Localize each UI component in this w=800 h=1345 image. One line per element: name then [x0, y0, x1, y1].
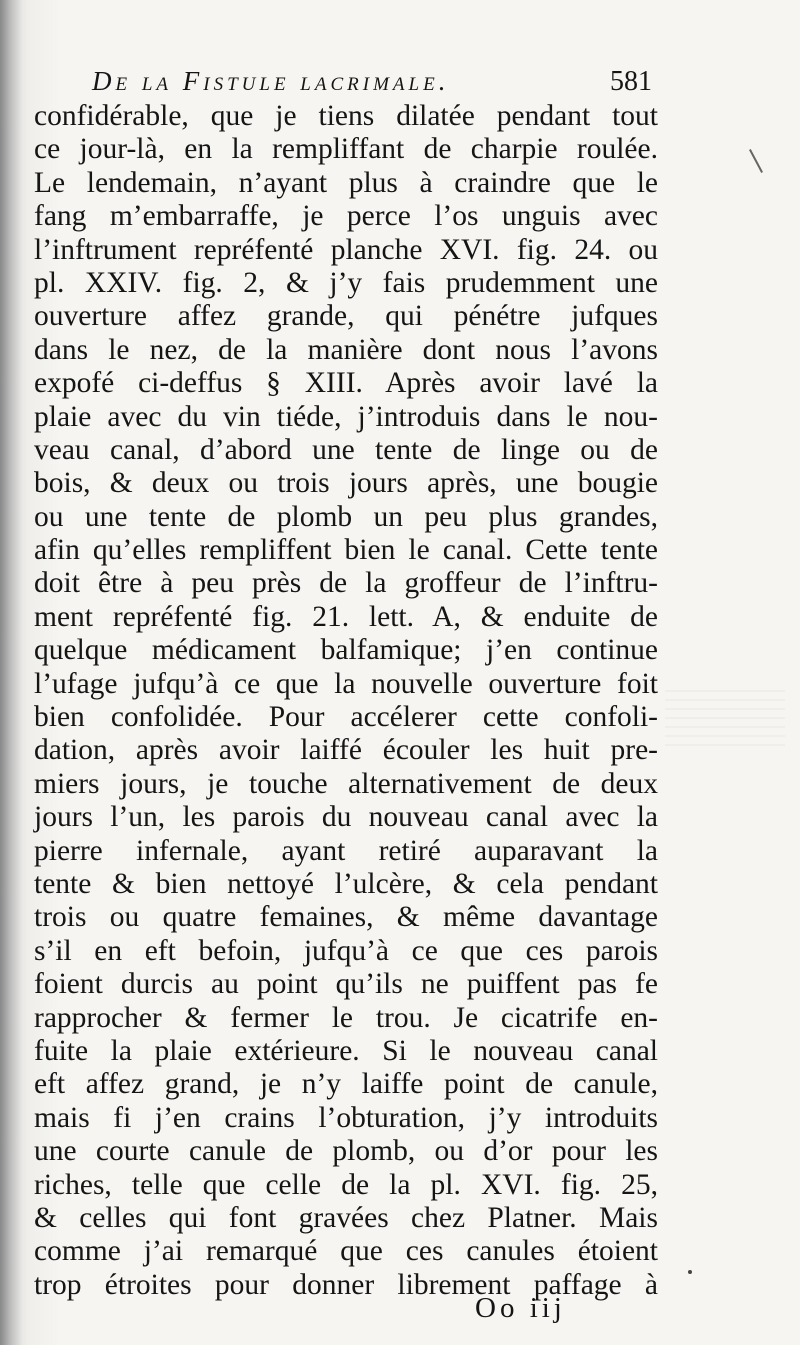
text-line: fuite la plaie extérieure. Si le nouveau canal — [34, 1034, 658, 1067]
text-line: foient durcis au point qu’ils ne puiffent pas fe — [34, 968, 658, 1001]
stray-pen-mark — [749, 149, 763, 173]
text-line: tente & bien nettoyé l’ulcère, & cela pendant — [34, 867, 658, 900]
text-line: pierre infernale, ayant retiré auparavant la — [34, 834, 658, 867]
text-line: & celles qui font gravées chez Platner. Mais — [34, 1201, 658, 1234]
text-line: dans le nez, de la manière dont nous l’avons — [34, 333, 658, 366]
text-line: plaie avec du vin tiéde, j’introduis dans le nou- — [34, 400, 658, 433]
text-line: veau canal, d’abord une tente de linge ou de — [34, 433, 658, 466]
text-line: rapprocher & fermer le trou. Je cicatrife en- — [34, 1001, 658, 1034]
body-text — [34, 100, 658, 1302]
text-line: afin qu’elles rempliffent bien le canal. Cette tente — [34, 534, 658, 567]
text-line: une courte canule de plomb, ou d’or pour les — [34, 1135, 658, 1168]
text-line: s’il en eft befoin, jufqu’à ce que ces parois — [34, 934, 658, 967]
text-line: jours l’un, les parois du nouveau canal avec la — [34, 801, 658, 834]
text-line: quelque médicament balfamique; j’en continue — [34, 634, 658, 667]
text-line: expofé ci-deffus § XIII. Après avoir lavé la — [34, 367, 658, 400]
text-line: trop étroites pour donner librement paffage à — [34, 1268, 658, 1301]
text-line: trois ou quatre femaines, & même davantage — [34, 901, 658, 934]
show-through-shadow — [665, 690, 785, 750]
signature-mark: Oo iij — [475, 1292, 566, 1324]
text-line: dation, après avoir laiffé écouler les huit pre- — [34, 734, 658, 767]
text-line: miers jours, je touche alternativement de deux — [34, 767, 658, 800]
text-line: Le lendemain, n’ayant plus à craindre que le — [34, 166, 658, 199]
text-line: ce jour-là, en la rempliffant de charpie roulée. — [34, 133, 658, 166]
text-line: mais fi j’en crains l’obturation, j’y introduits — [34, 1101, 658, 1134]
text-line: l’ufage jufqu’à ce que la nouvelle ouverture foit — [34, 667, 658, 700]
text-line: l’inftrument repréfenté planche XVI. fig. 24. ou — [34, 233, 658, 266]
text-line: eft affez grand, je n’y laiffe point de canule, — [34, 1068, 658, 1101]
text-line: pl. XXIV. fig. 2, & j’y fais prudemment une — [34, 266, 658, 299]
text-line: doit être à peu près de la groffeur de l’inftru- — [34, 567, 658, 600]
text-line: bois, & deux ou trois jours après, une bougie — [34, 467, 658, 500]
stray-ink-dot — [688, 1270, 692, 1274]
text-line: confidérable, que je tiens dilatée pendant tout — [34, 100, 658, 132]
running-head: De la Fistule lacrimale. — [92, 66, 450, 96]
text-line: comme j’ai remarqué que ces canules étoient — [34, 1235, 658, 1268]
gutter-shadow — [0, 0, 22, 1345]
text-line: bien confolidée. Pour accélerer cette confoli- — [34, 701, 658, 734]
text-line: ment repréfenté fig. 21. lett. A, & enduite de — [34, 600, 658, 633]
text-line: fang m’embarraffe, je perce l’os unguis avec — [34, 200, 658, 233]
text-line: riches, telle que celle de la pl. XVI. fig. 25, — [34, 1168, 658, 1201]
text-line: ouverture affez grande, qui pénétre jufques — [34, 300, 658, 333]
text-line: ou une tente de plomb un peu plus grandes, — [34, 500, 658, 533]
page-number: 581 — [610, 66, 652, 97]
